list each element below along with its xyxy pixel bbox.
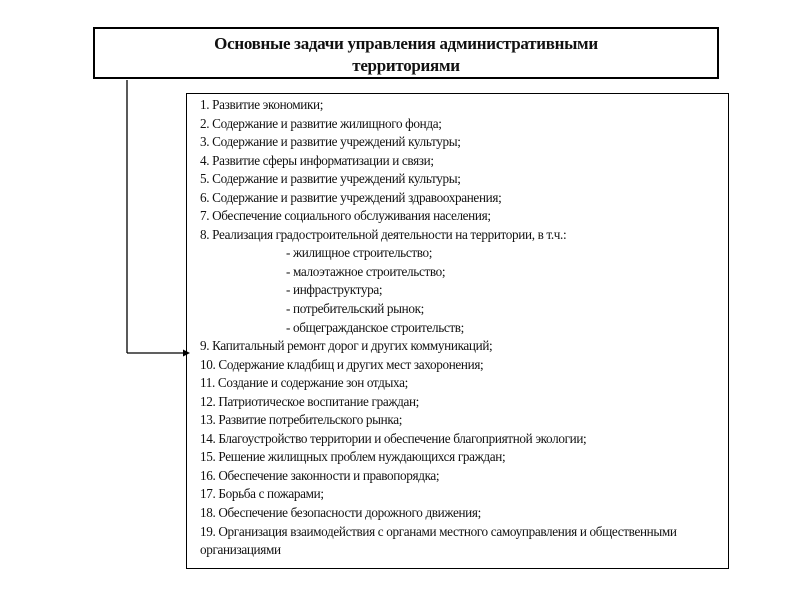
- sub-list-item: - малоэтажное строительство;: [286, 263, 446, 279]
- list-item: 2. Содержание и развитие жилищного фонда;: [200, 115, 442, 131]
- list-item: 13. Развитие потребительского рынка;: [200, 412, 403, 428]
- list-item: 5. Содержание и развитие учреждений культуры;: [200, 171, 461, 187]
- list-item: 18. Обеспечение безопасности дорожного движения;: [200, 505, 481, 521]
- list-item: 6. Содержание и развитие учреждений здравоохранения;: [200, 189, 502, 205]
- list-item: 10. Содержание кладбищ и других мест захоронения;: [200, 356, 484, 372]
- list-item: 4. Развитие сферы информатизации и связи;: [200, 152, 434, 168]
- list-item: 19. Организация взаимодействия с органами местного самоуправления и общественными организациями: [200, 523, 677, 558]
- list-item: 7. Обеспечение социального обслуживания населения;: [200, 208, 491, 224]
- sub-list-item: - жилищное строительство;: [286, 245, 433, 261]
- tasks-list: [186, 93, 729, 569]
- list-item: 8. Реализация градостроительной деятельности на территории, в т.ч.:: [200, 226, 567, 242]
- title-line-1: Основные задачи управления административными: [214, 34, 598, 53]
- list-item: 14. Благоустройство территории и обеспечение благоприятной экологии;: [200, 430, 587, 446]
- list-item: 1. Развитие экономики;: [200, 97, 324, 112]
- sub-list-item: - инфраструктура;: [286, 282, 383, 298]
- list-item: 15. Решение жилищных проблем нуждающихся граждан;: [200, 449, 506, 465]
- list-item: 17. Борьба с пожарами;: [200, 486, 324, 502]
- sub-list-item: - общегражданское строительств;: [286, 319, 464, 335]
- sub-list-item: - потребительский рынок;: [286, 301, 424, 317]
- title-box: [93, 27, 719, 79]
- list-item: 16. Обеспечение законности и правопорядка;: [200, 467, 440, 483]
- list-item: 9. Капитальный ремонт дорог и других коммуникаций;: [200, 338, 493, 354]
- list-item: 3. Содержание и развитие учреждений культуры;: [200, 134, 461, 150]
- list-item: 12. Патриотическое воспитание граждан;: [200, 393, 419, 409]
- list-item: 11. Создание и содержание зон отдыха;: [200, 375, 408, 391]
- title-line-2: территориями: [352, 56, 460, 75]
